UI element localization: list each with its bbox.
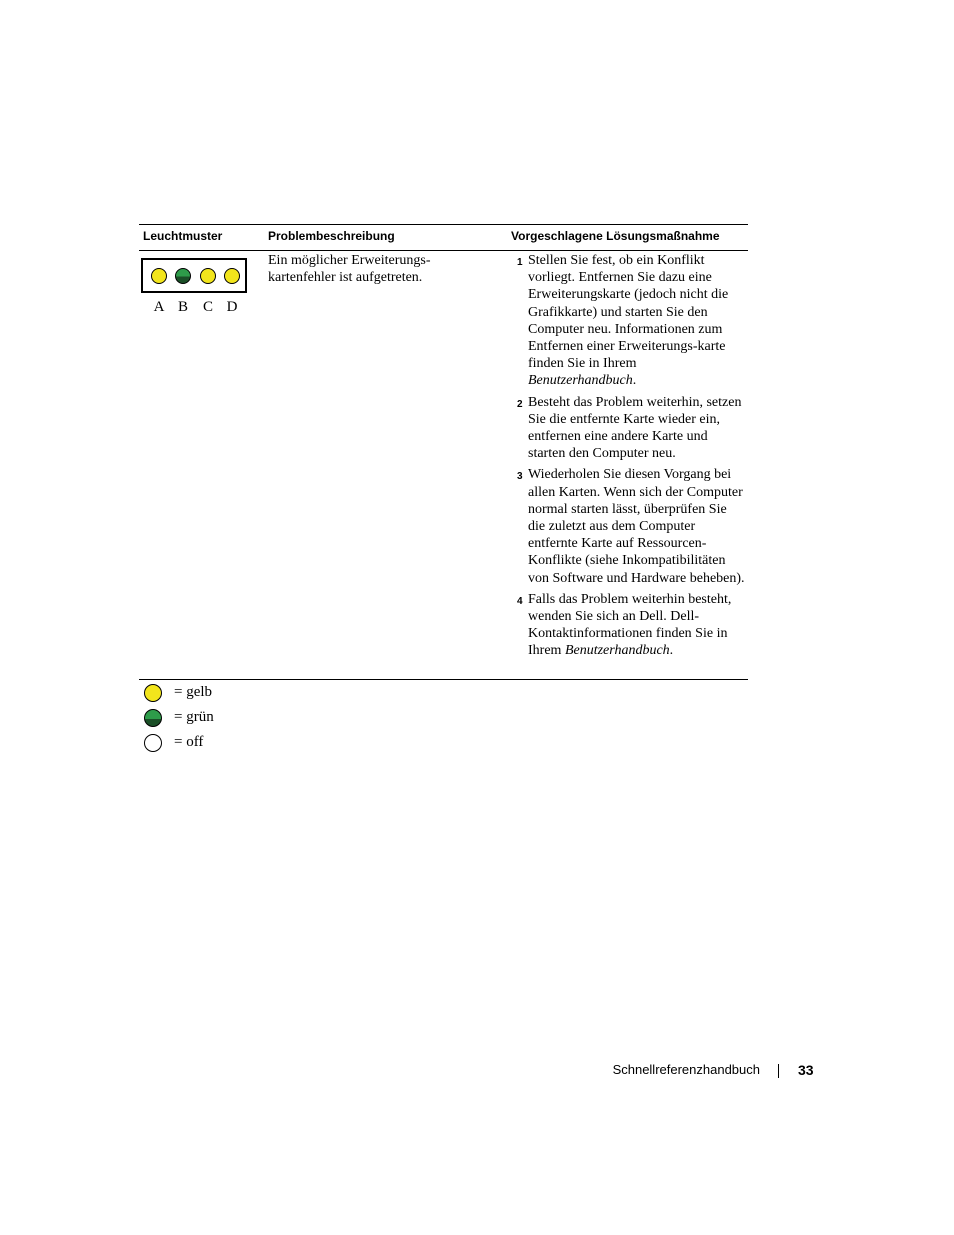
- step-emphasis: Benutzerhandbuch: [564, 643, 670, 659]
- header-problembeschreibung: Problembeschreibung: [268, 229, 395, 243]
- header-loesung: Vorgeschlagene Lösungsmaßnahme: [511, 229, 720, 243]
- step-number: 1: [517, 257, 523, 268]
- step-text: Falls das Problem weiterhin besteht, wenden Sie sich an Dell. Dell-Kontaktinformationen finden Sie in Ihrem: [528, 591, 732, 659]
- step-after: .: [632, 373, 637, 389]
- led-pattern-box: [141, 258, 247, 293]
- solution-step: [517, 394, 747, 463]
- step-number: 2: [517, 398, 523, 410]
- page-number: 33: [798, 1062, 814, 1078]
- legend-label: = off: [174, 734, 204, 750]
- legend-label: = grün: [174, 709, 214, 725]
- solution-step: [517, 252, 747, 390]
- led-label-c: C: [202, 299, 213, 315]
- page-footer: [600, 1062, 820, 1082]
- step-number: 3: [517, 471, 523, 483]
- footer-title: Schnellreferenzhandbuch: [612, 1062, 760, 1077]
- step-after: .: [669, 643, 674, 659]
- led-label-d: D: [226, 299, 238, 315]
- table-bottom-rule: [139, 679, 748, 680]
- led-c-icon: [200, 268, 216, 284]
- led-table: [139, 224, 748, 680]
- table-header: [139, 225, 748, 250]
- off-led-icon: [144, 734, 162, 752]
- table-row: [139, 251, 748, 679]
- step-number: 4: [517, 595, 523, 607]
- led-label-a: A: [153, 299, 165, 315]
- footer-separator: [778, 1064, 779, 1078]
- solution-steps: [517, 252, 747, 664]
- led-a-icon: [151, 268, 167, 284]
- step-text: Stellen Sie fest, ob ein Konflikt vorliegt. Entfernen Sie dazu eine Erweiterungskarte (jedoch nicht die Grafikkarte) und starten Sie den Computer neu. Informationen zum Entfernen einer Erweiterungs-karte finden Sie in Ihrem: [528, 253, 729, 372]
- step-text: Besteht das Problem weiterhin, setzen Sie die entfernte Karte wieder ein, entfernen eine andere Karte und starten den Computer neu.: [528, 394, 742, 462]
- led-b-icon: [175, 268, 191, 284]
- yellow-led-icon: [144, 684, 162, 702]
- step-emphasis: Benutzerhandbuch: [528, 373, 633, 389]
- header-leuchtmuster: Leuchtmuster: [143, 229, 223, 243]
- led-d-icon: [224, 268, 240, 284]
- led-label-b: B: [177, 299, 188, 315]
- problem-description: Ein möglicher Erweiterungs-kartenfehler ist aufgetreten.: [268, 253, 431, 286]
- step-text: Wiederholen Sie diesen Vorgang bei allen Karten. Wenn sich der Computer normal starten lässt, überprüfen Sie die zuletzt aus dem Computer entfernte Karte auf Ressourcen-Konflikte (siehe Inkompatibilitäten von Software und Hardware beheben).: [528, 467, 745, 586]
- legend-label: = gelb: [174, 684, 213, 700]
- solution-step: [517, 591, 747, 660]
- green-led-icon: [144, 709, 162, 727]
- led-labels: [141, 299, 247, 317]
- solution-step: [517, 466, 747, 586]
